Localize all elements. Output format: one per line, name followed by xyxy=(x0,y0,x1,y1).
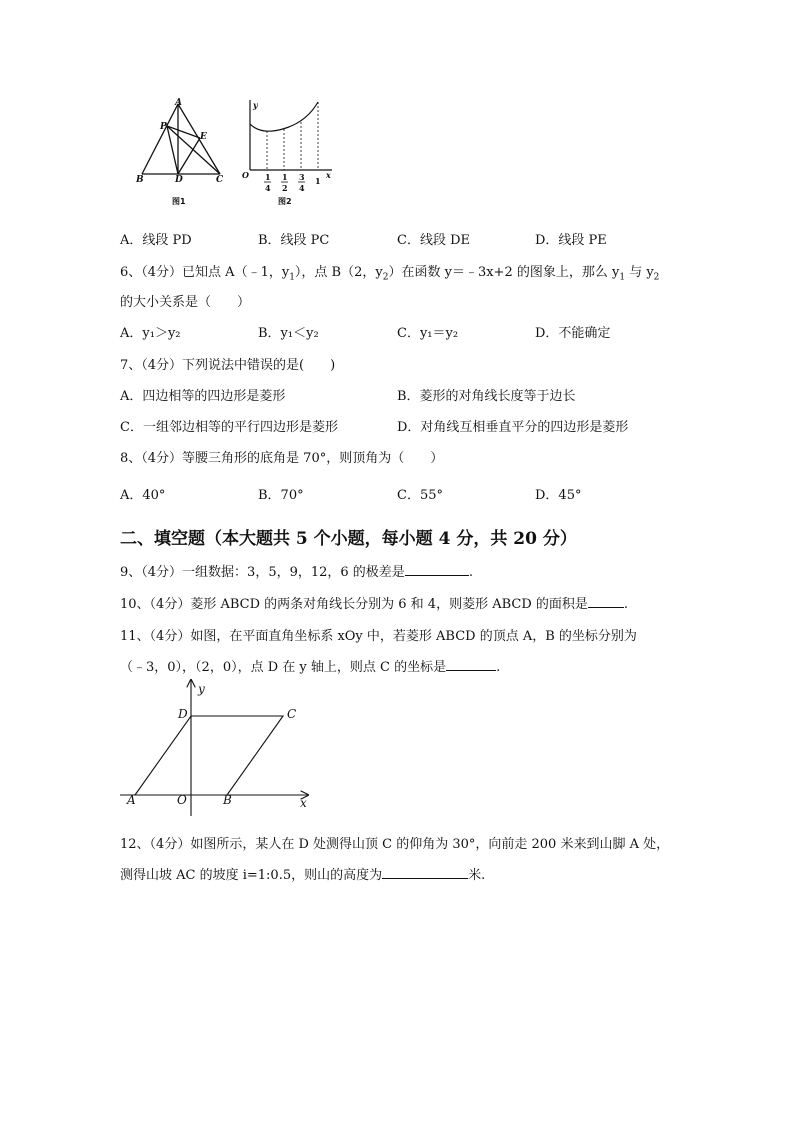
q7-option-d[interactable]: D．对角线互相垂直平分的四边形是菱形 xyxy=(397,420,629,435)
y-axis-label: y xyxy=(253,100,258,110)
q8-option-c[interactable]: C．55° xyxy=(397,488,443,503)
point-d-label: D xyxy=(178,707,188,721)
rhombus xyxy=(135,716,283,795)
q6-option-c[interactable]: C．y₁＝y₂ xyxy=(397,326,459,341)
point-p-label: P xyxy=(160,122,167,132)
q5-option-b[interactable]: B．线段 PC xyxy=(258,233,330,248)
curve xyxy=(250,102,318,131)
q12-stem-line1: 12、（4分）如图所示，某人在 D 处测得山顶 C 的仰角为 30°，向前走 200 米来到山脚 A 处， xyxy=(120,837,670,852)
y-axis-label: y xyxy=(198,682,205,696)
q12-answer-blank[interactable] xyxy=(382,866,468,879)
point-d-label: D xyxy=(175,175,183,185)
figure-3-rhombus xyxy=(115,676,320,821)
origin-label: O xyxy=(242,170,249,180)
side-ab xyxy=(142,104,178,174)
q6-option-a[interactable]: A．y₁＞y₂ xyxy=(120,326,181,341)
q12-stem-line2: 测得山坡 AC 的坡度 i=1:0.5，则山的高度为 米. xyxy=(120,868,486,883)
q8-stem: 8、（4分）等腰三角形的底角是 70°，则顶角为（ ） xyxy=(120,451,444,466)
figure-1-caption: 图1 xyxy=(172,197,186,206)
q6-stem-line1: 6、（4分）已知点 A（﹣1，$y_1$），点 B（2，$y_2$）在函数 y＝﹣3x+2 的图象上，那么 $y_1$ 与 $y_2$ xyxy=(120,265,660,283)
svg-text:1: 1 xyxy=(282,172,288,182)
q8-option-a[interactable]: A．40° xyxy=(120,488,166,503)
q10-stem: 10、（4分）菱形 ABCD 的两条对角线长分别为 6 和 4，则菱形 ABCD 的面积是 . xyxy=(120,597,629,612)
q5-option-a[interactable]: A．线段 PD xyxy=(120,233,192,248)
figure-1-triangle xyxy=(120,98,235,210)
q9-stem: 9、（4分）一组数据：3，5，9，12，6 的极差是 . xyxy=(120,565,473,580)
q8-option-d[interactable]: D．45° xyxy=(535,488,582,503)
svg-text:4: 4 xyxy=(299,183,305,193)
q7-option-b[interactable]: B．菱形的对角线长度等于边长 xyxy=(397,389,576,404)
svg-text:1: 1 xyxy=(265,172,271,182)
q7-stem: 7、（4分）下列说法中错误的是( ) xyxy=(120,358,336,373)
point-a-label: A xyxy=(175,98,182,108)
q11-answer-blank[interactable] xyxy=(446,658,496,671)
point-a-label: A xyxy=(127,793,136,807)
q6-stem-line2: 的大小关系是（ ） xyxy=(120,295,251,310)
q6-option-d[interactable]: D．不能确定 xyxy=(535,326,611,341)
point-b-label: B xyxy=(136,175,144,185)
q6-option-b[interactable]: B．y₁＜y₂ xyxy=(258,326,319,341)
q7-option-c[interactable]: C．一组邻边相等的平行四边形是菱形 xyxy=(120,420,338,435)
segment-de xyxy=(178,138,200,174)
q11-stem-line1: 11、（4分）如图，在平面直角坐标系 xOy 中，若菱形 ABCD 的顶点 A，B 的坐标分别为 xyxy=(120,629,637,644)
svg-text:3: 3 xyxy=(299,172,305,182)
section-title: 二、填空题（本大题共 5 个小题，每小题 4 分，共 20 分） xyxy=(120,529,577,549)
segment-pd xyxy=(167,126,178,174)
point-c-label: C xyxy=(287,707,297,721)
q10-answer-blank[interactable] xyxy=(588,595,624,608)
origin-label: O xyxy=(177,793,187,807)
q7-option-a[interactable]: A．四边相等的四边形是菱形 xyxy=(120,389,286,404)
svg-text:2: 2 xyxy=(282,183,288,193)
svg-text:1: 1 xyxy=(315,176,321,186)
svg-text:4: 4 xyxy=(265,183,271,193)
x-axis-label: x xyxy=(300,796,307,810)
x-axis-label: x xyxy=(326,170,331,180)
point-b-label: B xyxy=(223,793,232,807)
q8-option-b[interactable]: B．70° xyxy=(258,488,304,503)
q9-answer-blank[interactable] xyxy=(405,563,469,576)
point-e-label: E xyxy=(200,132,207,142)
q5-option-c[interactable]: C．线段 DE xyxy=(397,233,470,248)
point-c-label: C xyxy=(216,175,224,185)
q11-stem-line2: （﹣3，0），（2，0），点 D 在 y 轴上，则点 C 的坐标是 . xyxy=(120,660,501,675)
segment-pc xyxy=(167,126,220,174)
q5-option-d[interactable]: D．线段 PE xyxy=(535,233,607,248)
figure-2-graph xyxy=(238,98,338,210)
figure-2-caption: 图2 xyxy=(278,197,292,206)
